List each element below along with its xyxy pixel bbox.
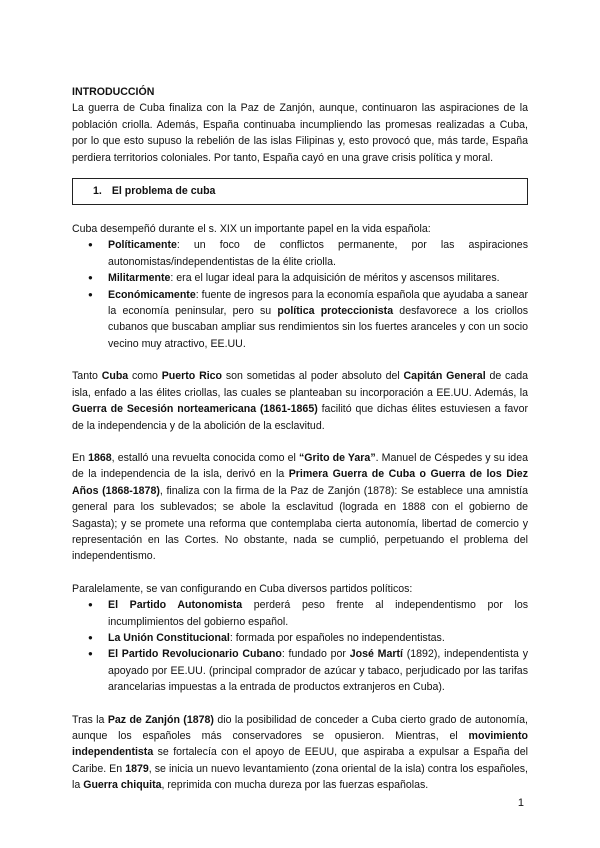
- list-item: ● Económicamente: fuente de ingresos para la economía española que ayudaba a sanear la economía peninsular, pero su política proteccionista desfavorece a los criollos cubanos que buscaban ampliar sus rendimientos sin los fuertes aranceles y con un socio vecino muy atractivo, EE.UU.: [108, 287, 528, 353]
- list-item: ● El Partido Revolucionario Cubano: fundado por José Martí (1892), independentista y apoyado por EE.UU. (principal comprador de azúcar y tabaco, perjudicado por las tarifas arancelarias impuestas a la entrada de productos extranjeros en Cuba).: [108, 646, 528, 695]
- list-item: ● La Unión Constitucional: formada por españoles no independentistas.: [108, 630, 528, 646]
- section-number: 1.: [93, 185, 102, 198]
- intro-paragraph: La guerra de Cuba finaliza con la Paz de Zanjón, aunque, continuaron las aspiraciones de la población criolla. Además, España continuaba incumpliendo las promesas realizadas a Cuba, por lo que esto supuso la rebelión de las islas Filipinas y, esto provocó que, más tarde, España perdiera territorios coloniales. Por tanto, España cayó en una grave crisis política y moral.: [72, 102, 528, 164]
- cuba-role-list: [72, 237, 528, 352]
- paragraph-grito-de-yara: En 1868, estalló una revuelta conocida como el “Grito de Yara”. Manuel de Céspedes y su idea de la independencia de la isla, derivó en la Primera Guerra de Cuba o Guerra de los Diez Años (1868-1878), finaliza con la firma de la Paz de Zanjón (1878): Se establece una amnistía general para los sublevados; se abole la esclavitud (lograda en 1888 con el gobierno de Sagasta); y se promete una reforma que contemplaba cierta autonomía, libertad de comercio y representación en las Cortes. No obstante, nada se cumplió, perpetuando el problema del independentismo.: [72, 451, 528, 563]
- list-item: ● Políticamente: un foco de conflictos permanente, por las aspiraciones autonomistas/independentistas de la élite criolla.: [108, 237, 528, 270]
- list-item: ● Militarmente: era el lugar ideal para la adquisición de méritos y ascensos militares.: [108, 270, 528, 286]
- paragraph-capitan-general: Tanto Cuba como Puerto Rico son sometidas al poder absoluto del Capitán General de cada isla, enfado a las élites criollas, las cuales se planteaban su incorporación a EE.UU. Además, la Guerra de Secesión norteamericana (1861-1865) facilitó que dichas élites estuviesen a favor de la independencia y de la abolición de la esclavitud.: [72, 370, 528, 432]
- parties-lead: Paralelamente, se van configurando en Cuba diversos partidos políticos:: [72, 582, 413, 595]
- page-content: [72, 84, 528, 794]
- intro-heading: INTRODUCCIÓN: [72, 86, 155, 98]
- page-number: 1: [517, 797, 524, 809]
- section-title: El problema de cuba: [111, 185, 216, 198]
- list-item: ● El Partido Autonomista perderá peso frente al independentismo por los incumplimientos del gobierno español.: [108, 597, 528, 630]
- parties-list: [72, 597, 528, 695]
- section-heading-box: [72, 178, 528, 205]
- paragraph-guerra-chiquita: Tras la Paz de Zanjón (1878) dio la posibilidad de conceder a Cuba cierto grado de autonomía, aunque los españoles más conservadores se opusieron. Mientras, el movimiento independentista se fortalecía con el apoyo de EEUU, que aspiraba a expulsar a España del Caribe. En 1879, se inicia un nuevo levantamiento (zona oriental de la isla) contra los españoles, la Guerra chiquita, reprimida con mucha dureza por las fuerzas españolas.: [72, 713, 528, 792]
- cuba-role-lead: Cuba desempeñó durante el s. XIX un importante papel en la vida española:: [72, 223, 431, 236]
